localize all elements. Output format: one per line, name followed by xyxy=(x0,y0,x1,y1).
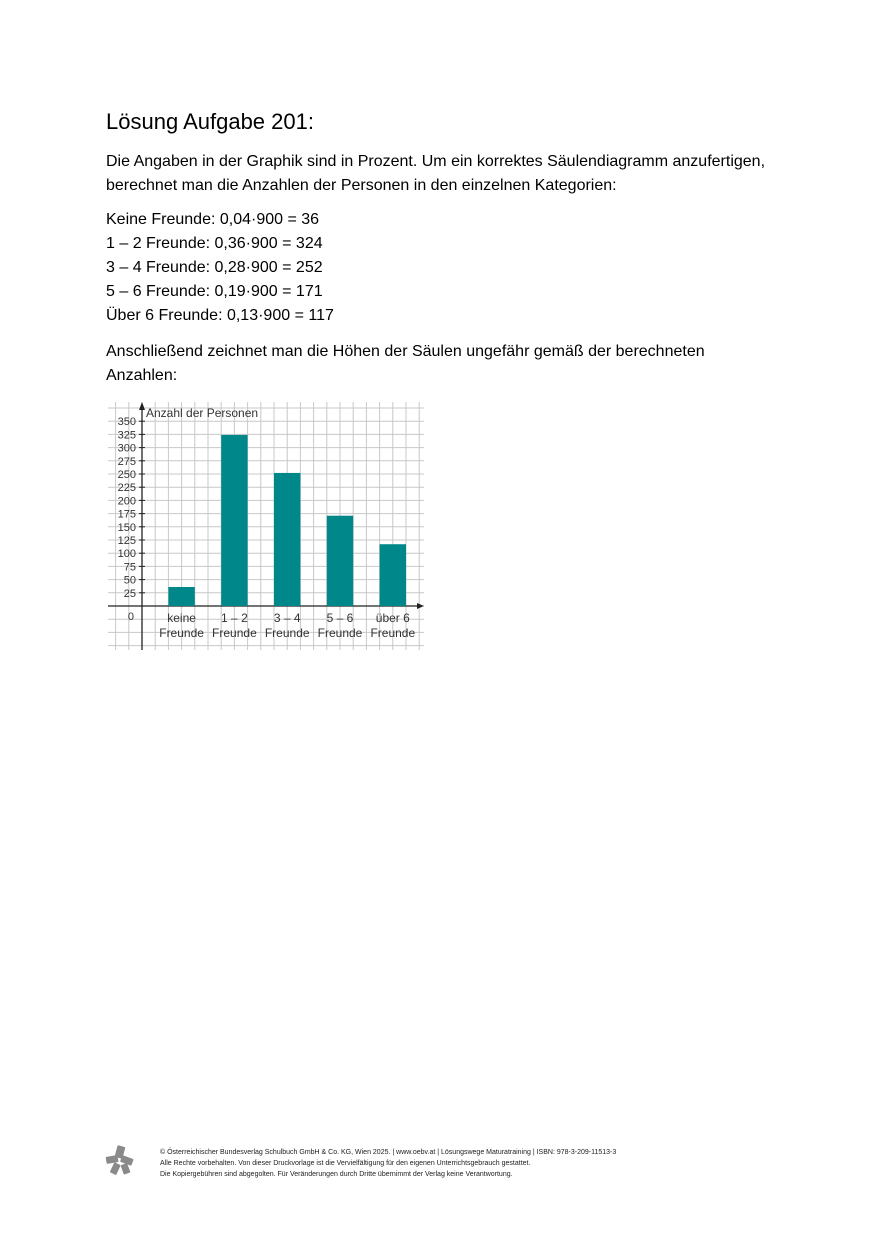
page-title: Lösung Aufgabe 201: xyxy=(106,109,314,134)
y-tick-label: 100 xyxy=(117,548,136,561)
calculation-line: 1 – 2 Freunde: 0,36·900 = 324 xyxy=(106,235,323,252)
calculation-list xyxy=(106,208,806,328)
origin-label: 0 xyxy=(127,611,134,623)
bar xyxy=(168,587,194,606)
y-tick-label: 175 xyxy=(117,508,136,521)
x-tick-label: über 6 xyxy=(375,611,410,625)
calculation-line: 3 – 4 Freunde: 0,28·900 = 252 xyxy=(106,259,323,276)
x-tick-label: Freunde xyxy=(317,626,363,640)
x-tick-label: keine xyxy=(167,611,196,625)
x-tick-label: 5 – 6 xyxy=(326,611,354,625)
calculation-line: Keine Freunde: 0,04·900 = 36 xyxy=(106,211,320,228)
y-tick-label: 275 xyxy=(117,455,136,468)
bar xyxy=(274,473,300,606)
y-tick-label: 325 xyxy=(117,429,136,442)
y-tick-label: 200 xyxy=(117,495,136,508)
intro-line: berechnet man die Anzahlen der Personen in den einzelnen Kategorien: xyxy=(106,177,617,194)
intro-line: Die Angaben in der Graphik sind in Prozent. Um ein korrektes Säulendiagramm anzufertigen, xyxy=(106,153,766,170)
y-tick-label: 300 xyxy=(117,442,136,455)
bar xyxy=(221,435,247,606)
y-tick-label: 125 xyxy=(117,535,136,547)
bar-chart xyxy=(106,400,426,652)
x-tick-label: 3 – 4 xyxy=(273,611,301,625)
calculation-line: 5 – 6 Freunde: 0,19·900 = 171 xyxy=(106,283,323,300)
publisher-logo-icon xyxy=(104,1144,136,1176)
y-tick-label: 225 xyxy=(117,482,136,495)
footer-line: Die Kopiergebühren sind abgegolten. Für Veränderungen durch Dritte übernimmt der Verlag keine Verantwortung. xyxy=(160,1171,513,1178)
y-tick-label: 250 xyxy=(117,469,136,481)
chart-labels xyxy=(118,406,416,640)
outro-line: Anschließend zeichnet man die Höhen der Säulen ungefähr gemäß der berechneten xyxy=(106,343,705,360)
footer-line: Alle Rechte vorbehalten. Von dieser Druckvorlage ist die Vervielfältigung für den eigenen Unterrichtsgebrauch gestattet. xyxy=(160,1160,531,1167)
bar xyxy=(380,544,406,606)
y-tick-label: 50 xyxy=(123,574,136,587)
x-axis-arrow xyxy=(417,603,424,609)
footer-line: © Österreichischer Bundesverlag Schulbuch GmbH & Co. KG, Wien 2025. | www.oebv.at | Lösungswege Maturatraining | ISBN: 978-3-209-11513-3 xyxy=(160,1149,617,1156)
footer-copyright xyxy=(160,1147,616,1180)
y-tick-label: 25 xyxy=(123,587,136,600)
x-tick-label: Freunde xyxy=(370,626,416,640)
y-tick-label: 75 xyxy=(123,561,136,574)
x-tick-label: Freunde xyxy=(212,626,257,640)
y-tick-label: 350 xyxy=(117,416,136,429)
y-axis-arrow xyxy=(139,402,145,410)
y-axis-title: Anzahl der Personen xyxy=(146,406,259,420)
y-tick-label: 150 xyxy=(117,521,136,534)
intro-paragraph xyxy=(106,150,806,198)
outro-line: Anzahlen: xyxy=(106,367,178,384)
x-tick-label: Freunde xyxy=(159,626,204,640)
x-tick-label: Freunde xyxy=(264,626,310,640)
calculation-line: Über 6 Freunde: 0,13·900 = 117 xyxy=(106,307,334,324)
x-tick-label: 1 – 2 xyxy=(221,611,248,625)
bar xyxy=(327,516,353,606)
outro-paragraph xyxy=(106,340,806,388)
